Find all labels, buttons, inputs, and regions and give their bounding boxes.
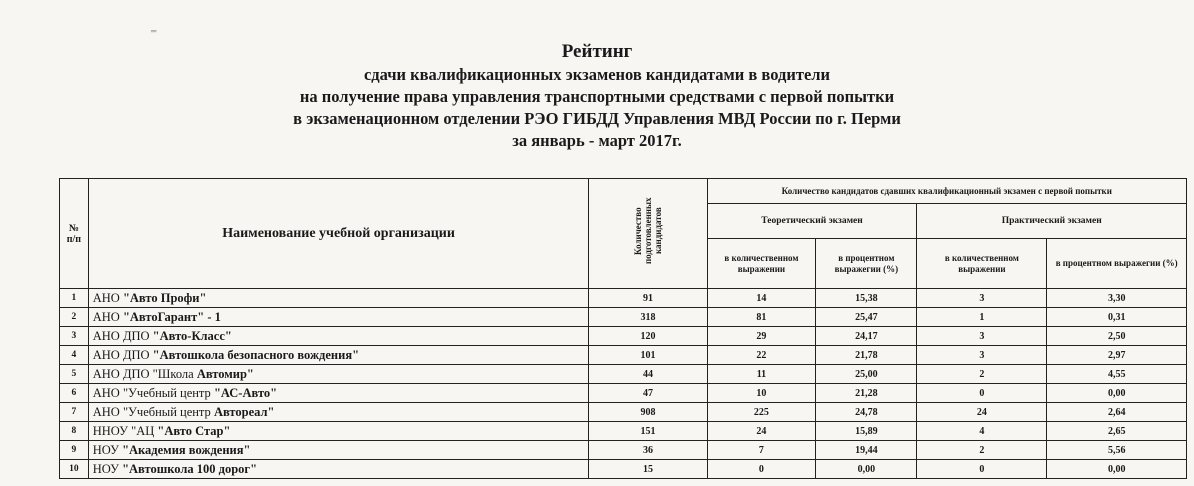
trained-count: 15 bbox=[589, 460, 707, 479]
practice-pct: 2,50 bbox=[1047, 327, 1187, 346]
trained-count: 908 bbox=[589, 403, 707, 422]
practice-qty: 3 bbox=[917, 346, 1047, 365]
theory-qty: 29 bbox=[707, 327, 816, 346]
theory-pct: 24,17 bbox=[816, 327, 917, 346]
theory-qty: 22 bbox=[707, 346, 816, 365]
row-number: 4 bbox=[60, 346, 89, 365]
theory-qty: 81 bbox=[707, 308, 816, 327]
table-row bbox=[60, 460, 1187, 479]
row-number: 6 bbox=[60, 384, 89, 403]
theory-pct: 15,38 bbox=[816, 289, 917, 308]
practice-qty: 24 bbox=[917, 403, 1047, 422]
trained-count: 318 bbox=[589, 308, 707, 327]
header-theory-qty: в количественном выражении bbox=[707, 239, 816, 289]
organization-prefix: ННОУ "АЦ bbox=[92, 423, 158, 438]
header-passed-group: Количество кандидатов сдавших квалификационный экзамен с первой попытки bbox=[707, 179, 1186, 204]
practice-qty: 2 bbox=[917, 365, 1047, 384]
practice-qty: 0 bbox=[917, 384, 1047, 403]
header-practice: Практический экзамен bbox=[917, 204, 1187, 239]
subtitle-line-1: сдачи квалификационных экзаменов кандидатами в водители bbox=[363, 65, 831, 84]
organization-title: "Автошкола 100 дорог" bbox=[122, 461, 258, 476]
organization-title: "Авто Стар" bbox=[157, 423, 231, 438]
organization-name bbox=[88, 308, 589, 327]
header-trained-label: Количество подготовленных кандидатов bbox=[632, 197, 663, 265]
header-organization: Наименование учебной организации bbox=[88, 179, 589, 289]
organization-prefix: НОУ bbox=[92, 442, 123, 457]
organization-title: Автореал" bbox=[213, 404, 275, 419]
table-row bbox=[60, 365, 1187, 384]
organization-prefix: АНО ДПО bbox=[92, 328, 153, 343]
theory-qty: 7 bbox=[707, 441, 816, 460]
organization-title: "Авто Профи" bbox=[122, 290, 207, 305]
header-theory: Теоретический экзамен bbox=[707, 204, 917, 239]
trained-count: 151 bbox=[589, 422, 707, 441]
practice-qty: 0 bbox=[917, 460, 1047, 479]
row-number: 8 bbox=[60, 422, 89, 441]
practice-pct: 0,31 bbox=[1047, 308, 1187, 327]
rating-table bbox=[59, 178, 1187, 479]
organization-prefix: АНО ДПО bbox=[92, 347, 153, 362]
theory-qty: 14 bbox=[707, 289, 816, 308]
theory-pct: 15,89 bbox=[816, 422, 917, 441]
trained-count: 101 bbox=[589, 346, 707, 365]
theory-pct: 0,00 bbox=[816, 460, 917, 479]
organization-name bbox=[88, 460, 589, 479]
organization-prefix: АНО bbox=[92, 290, 123, 305]
organization-name bbox=[88, 346, 589, 365]
organization-name bbox=[88, 422, 589, 441]
organization-name bbox=[88, 441, 589, 460]
practice-qty: 3 bbox=[917, 289, 1047, 308]
practice-qty: 4 bbox=[917, 422, 1047, 441]
theory-pct: 21,78 bbox=[816, 346, 917, 365]
organization-prefix: АНО ДПО "Школа bbox=[92, 366, 197, 381]
header-practice-qty: в количественном выражении bbox=[917, 239, 1047, 289]
scan-mark: ⁼ bbox=[150, 26, 158, 42]
header-theory-pct: в процентном выражегии (%) bbox=[816, 239, 917, 289]
organization-title: "АС-Авто" bbox=[213, 385, 278, 400]
row-number: 5 bbox=[60, 365, 89, 384]
organization-title: "Авто-Класс" bbox=[152, 328, 232, 343]
practice-pct: 4,55 bbox=[1047, 365, 1187, 384]
header-number: № п/п bbox=[60, 179, 89, 289]
row-number: 10 bbox=[60, 460, 89, 479]
table-row bbox=[60, 289, 1187, 308]
theory-pct: 19,44 bbox=[816, 441, 917, 460]
document-title: Рейтинг bbox=[561, 41, 633, 62]
row-number: 1 bbox=[60, 289, 89, 308]
subtitle-line-3: в экзаменационном отделении РЭО ГИБДД Управления МВД России по г. Перми bbox=[293, 109, 901, 128]
trained-count: 91 bbox=[589, 289, 707, 308]
table-row bbox=[60, 422, 1187, 441]
organization-prefix: АНО "Учебный центр bbox=[92, 404, 214, 419]
organization-prefix: АНО bbox=[92, 309, 123, 324]
subtitle-line-2: на получение права управления транспортными средствами с первой попытки bbox=[299, 87, 895, 106]
subtitle-line-4: за январь - март 2017г. bbox=[512, 131, 682, 150]
theory-qty: 0 bbox=[707, 460, 816, 479]
row-number: 7 bbox=[60, 403, 89, 422]
practice-pct: 2,65 bbox=[1047, 422, 1187, 441]
theory-qty: 24 bbox=[707, 422, 816, 441]
theory-pct: 21,28 bbox=[816, 384, 917, 403]
row-number: 9 bbox=[60, 441, 89, 460]
organization-title: "АвтоГарант" - 1 bbox=[122, 309, 221, 324]
organization-title: "Академия вождения" bbox=[122, 442, 251, 457]
theory-qty: 10 bbox=[707, 384, 816, 403]
trained-count: 47 bbox=[589, 384, 707, 403]
practice-pct: 3,30 bbox=[1047, 289, 1187, 308]
organization-title: Автомир" bbox=[196, 366, 254, 381]
header-trained bbox=[589, 179, 707, 289]
practice-qty: 3 bbox=[917, 327, 1047, 346]
trained-count: 44 bbox=[589, 365, 707, 384]
theory-qty: 225 bbox=[707, 403, 816, 422]
practice-qty: 1 bbox=[917, 308, 1047, 327]
organization-name bbox=[88, 403, 589, 422]
trained-count: 36 bbox=[589, 441, 707, 460]
practice-pct: 0,00 bbox=[1047, 384, 1187, 403]
theory-qty: 11 bbox=[707, 365, 816, 384]
document-header bbox=[0, 40, 1194, 152]
organization-title: "Автошкола безопасного вождения" bbox=[152, 347, 360, 362]
table-row bbox=[60, 346, 1187, 365]
theory-pct: 24,78 bbox=[816, 403, 917, 422]
organization-prefix: НОУ bbox=[92, 461, 123, 476]
theory-pct: 25,00 bbox=[816, 365, 917, 384]
row-number: 3 bbox=[60, 327, 89, 346]
organization-name bbox=[88, 289, 589, 308]
theory-pct: 25,47 bbox=[816, 308, 917, 327]
organization-name bbox=[88, 384, 589, 403]
practice-qty: 2 bbox=[917, 441, 1047, 460]
row-number: 2 bbox=[60, 308, 89, 327]
organization-name bbox=[88, 365, 589, 384]
header-practice-pct: в процентном выражегии (%) bbox=[1047, 239, 1187, 289]
table-row bbox=[60, 403, 1187, 422]
practice-pct: 2,97 bbox=[1047, 346, 1187, 365]
table-row bbox=[60, 384, 1187, 403]
table-row bbox=[60, 441, 1187, 460]
trained-count: 120 bbox=[589, 327, 707, 346]
table-row bbox=[60, 308, 1187, 327]
organization-prefix: АНО "Учебный центр bbox=[92, 385, 214, 400]
organization-name bbox=[88, 327, 589, 346]
practice-pct: 5,56 bbox=[1047, 441, 1187, 460]
practice-pct: 0,00 bbox=[1047, 460, 1187, 479]
practice-pct: 2,64 bbox=[1047, 403, 1187, 422]
table-row bbox=[60, 327, 1187, 346]
